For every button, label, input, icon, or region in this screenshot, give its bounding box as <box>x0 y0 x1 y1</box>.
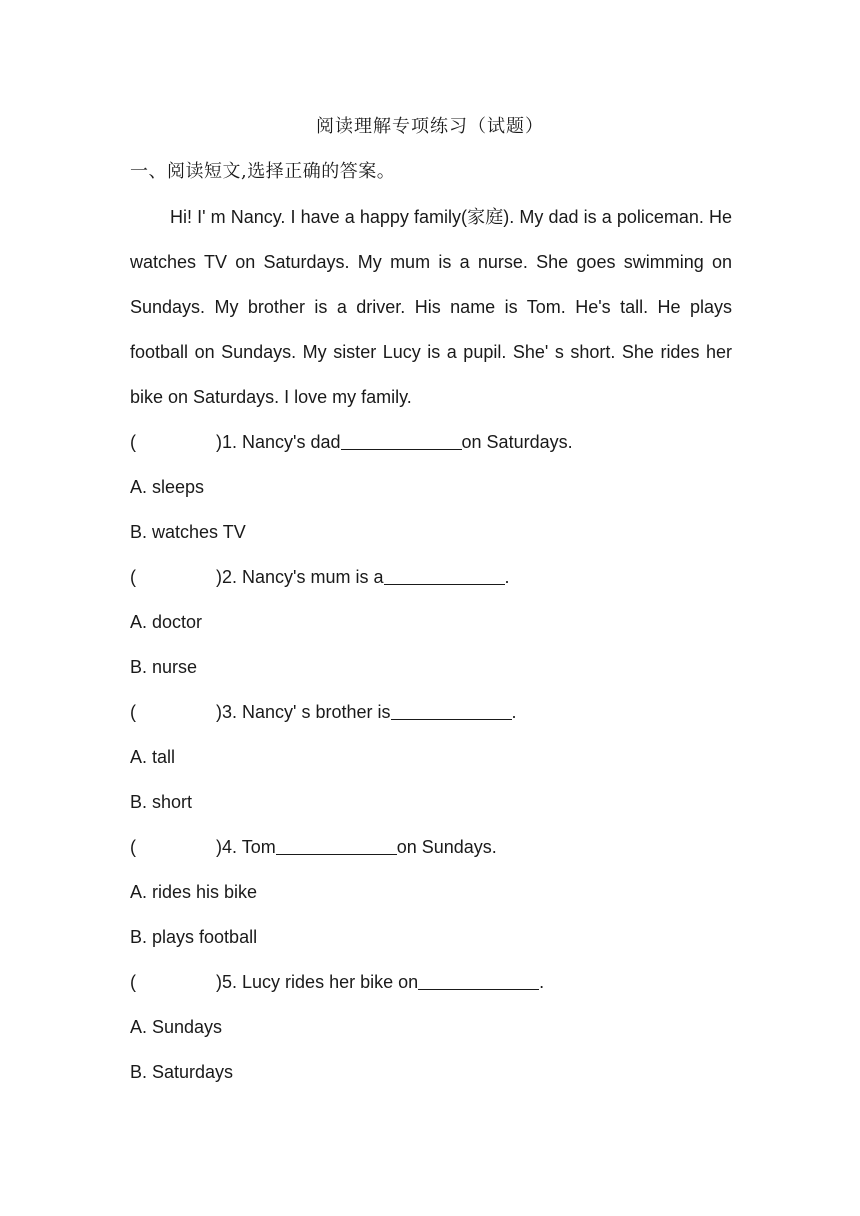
option-a: A. tall <box>130 747 176 767</box>
question-1 <box>130 420 732 555</box>
question-stem <box>130 825 732 870</box>
stem-before-blank: Lucy rides her bike on <box>242 972 419 992</box>
section-heading: 一、阅读短文,选择正确的答案。 <box>130 161 396 182</box>
answer-blank <box>341 448 462 450</box>
question-stem <box>130 555 732 600</box>
answer-paren-open: ( <box>130 702 136 722</box>
option-a: A. doctor <box>130 612 203 632</box>
question-number: 4. <box>222 837 238 857</box>
answer-paren-open: ( <box>130 837 136 857</box>
option-b: B. nurse <box>130 657 198 677</box>
answer-blank <box>276 853 397 855</box>
stem-before-blank: Tom <box>241 837 276 857</box>
question-2 <box>130 555 732 690</box>
question-number: 3. <box>222 702 238 722</box>
stem-before-blank: Nancy's dad <box>242 432 341 452</box>
stem-before-blank: Nancy's mum is a <box>242 567 384 587</box>
option-a: A. rides his bike <box>130 882 258 902</box>
answer-blank <box>384 583 505 585</box>
answer-paren-open: ( <box>130 972 136 992</box>
reading-passage: Hi! I' m Nancy. I have a happy family(家庭). My dad is a policeman. He watches TV on Saturdays. My mum is a nurse. She goes swimming on Sundays. My brother is a driver. His name is Tom. He's tall. He plays football on Sundays. My sister Lucy is a pupil. She' s short. She rides her bike on Saturdays. I love my family. <box>130 207 732 407</box>
question-4 <box>130 825 732 960</box>
stem-after-blank: on Saturdays. <box>461 432 573 452</box>
option-a: A. Sundays <box>130 1017 223 1037</box>
document-title: 阅读理解专项练习（试题） <box>316 116 544 137</box>
stem-after-blank: . <box>539 972 545 992</box>
option-b: B. Saturdays <box>130 1062 234 1082</box>
answer-paren-close: ) <box>216 432 222 452</box>
question-list <box>130 420 732 1095</box>
stem-before-blank: Nancy' s brother is <box>242 702 391 722</box>
answer-paren-close: ) <box>216 837 222 857</box>
question-stem <box>130 690 732 735</box>
question-number: 1. <box>222 432 238 452</box>
stem-after-blank: . <box>511 702 517 722</box>
answer-paren-open: ( <box>130 432 136 452</box>
question-number: 5. <box>222 972 238 992</box>
question-number: 2. <box>222 567 238 587</box>
option-b: B. plays football <box>130 927 258 947</box>
answer-paren-open: ( <box>130 567 136 587</box>
answer-blank <box>418 988 539 990</box>
answer-paren-close: ) <box>216 702 222 722</box>
option-b: B. watches TV <box>130 522 246 542</box>
stem-after-blank: on Sundays. <box>396 837 497 857</box>
option-b: B. short <box>130 792 193 812</box>
option-a: A. sleeps <box>130 477 205 497</box>
question-5 <box>130 960 732 1095</box>
question-stem <box>130 420 732 465</box>
stem-after-blank: . <box>504 567 510 587</box>
answer-paren-close: ) <box>216 972 222 992</box>
question-stem <box>130 960 732 1005</box>
answer-paren-close: ) <box>216 567 222 587</box>
answer-blank <box>391 718 512 720</box>
question-3 <box>130 690 732 825</box>
